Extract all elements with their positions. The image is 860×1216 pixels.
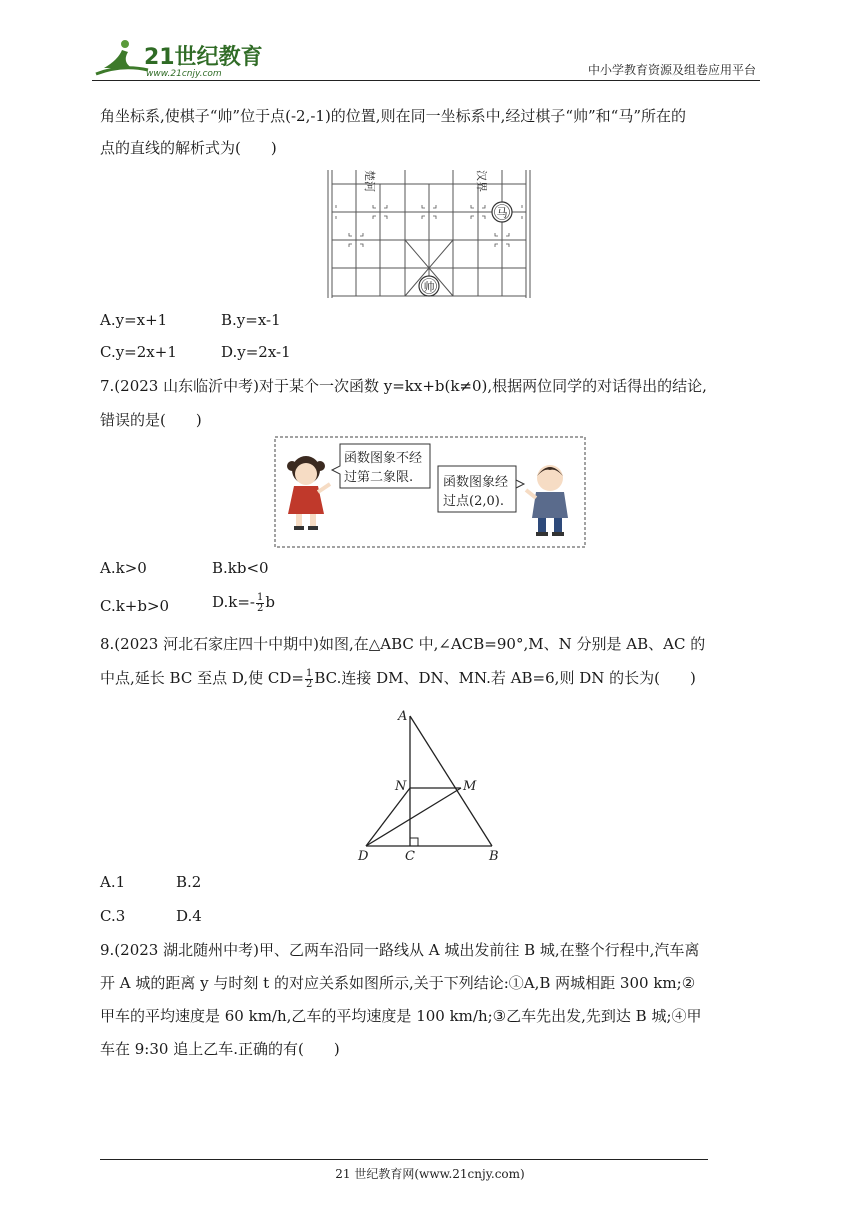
q8-line-1: 8.(2023 河北石家庄四十中期中)如图,在△ABC 中,∠ACB=90°,M、N 分别是 AB、AC 的 <box>100 635 706 653</box>
q7-line-1: 7.(2023 山东临沂中考)对于某个一次函数 y=kx+b(k≠0),根据两位同学的对话得出的结论, <box>100 377 707 395</box>
q7-line-2: 错误的是( ) <box>100 411 202 429</box>
q8-line-2-start: 中点,延长 BC 至点 D,使 CD= <box>100 669 304 687</box>
q7-option-c: C.k+b>0 <box>100 597 170 615</box>
header-divider <box>92 80 760 81</box>
q8-fraction <box>305 669 313 690</box>
label-a: A <box>398 709 408 724</box>
label-n: N <box>395 779 407 794</box>
q9-line-4: 车在 9:30 追上乙车.正确的有( ) <box>100 1040 340 1058</box>
q7-option-b: B.kb<0 <box>212 559 269 577</box>
fraction-denominator: 2 <box>257 602 264 614</box>
girl-illustration <box>287 456 330 530</box>
chess-board-figure <box>326 170 532 300</box>
dialogue-figure <box>274 436 586 548</box>
boy-bubble-line-1: 函数图象经 <box>443 475 509 490</box>
q6-option-d: D.y=2x-1 <box>221 343 291 361</box>
girl-bubble-line-2: 过第二象限. <box>344 470 414 485</box>
piece-shuai: 帅 <box>423 280 435 294</box>
boy-bubble-line-2: 过点(2,0). <box>443 494 504 509</box>
q8-line-2 <box>100 668 696 690</box>
q6-option-a: A.y=x+1 <box>100 311 168 329</box>
q9-line-1: 9.(2023 湖北随州中考)甲、乙两车沿同一路线从 A 城出发前往 B 城,在整个行程中,汽车离 <box>100 941 700 959</box>
fraction-numerator: 1 <box>257 591 264 603</box>
q9-line-3: 甲车的平均速度是 60 km/h,乙车的平均速度是 100 km/h;③乙车先出发,先到达 B 城;④甲 <box>100 1007 702 1025</box>
label-m: M <box>463 779 477 794</box>
q7-option-d-suffix: b <box>265 593 275 611</box>
label-d: D <box>358 849 369 862</box>
river-right-label: 汉界 <box>475 170 488 192</box>
q6-option-c: C.y=2x+1 <box>100 343 177 361</box>
label-c: C <box>405 849 415 862</box>
platform-name: 中小学教育资源及组卷应用平台 <box>587 63 756 77</box>
site-logo <box>92 38 262 80</box>
q8-option-b: B.2 <box>176 873 202 891</box>
q6-line-2: 点的直线的解析式为( ) <box>100 139 277 157</box>
q8-option-d: D.4 <box>176 907 202 925</box>
river-left-label: 楚河 <box>363 170 376 192</box>
q8-line-2-end: BC.连接 DM、DN、MN.若 AB=6,则 DN 的长为( ) <box>314 669 696 687</box>
triangle-figure <box>350 706 510 862</box>
footer-text: 21 世纪教育网(www.21cnjy.com) <box>335 1167 525 1181</box>
q7-option-d <box>212 592 275 614</box>
q9-line-2: 开 A 城的距离 y 与时刻 t 的对应关系如图所示,关于下列结论:①A,B 两城相距 300 km;② <box>100 974 696 992</box>
q8-option-c: C.3 <box>100 907 126 925</box>
q7-option-d-fraction <box>256 593 264 614</box>
q7-option-a: A.k>0 <box>100 559 147 577</box>
footer-divider <box>100 1159 708 1160</box>
fraction-denominator: 2 <box>305 678 313 690</box>
piece-ma: 马 <box>496 206 508 220</box>
logo-url: www.21cnjy.com <box>146 69 222 79</box>
boy-illustration <box>526 465 568 536</box>
logo-text: 21世纪教育 <box>144 45 262 70</box>
label-b: B <box>489 849 499 862</box>
fraction-numerator: 1 <box>305 667 313 679</box>
q6-line-1: 角坐标系,使棋子“帅”位于点(-2,-1)的位置,则在同一坐标系中,经过棋子“帅”和“马”所在的 <box>100 107 687 125</box>
q8-option-a: A.1 <box>100 873 126 891</box>
girl-bubble-line-1: 函数图象不经 <box>344 451 423 466</box>
q7-option-d-prefix: D.k=- <box>212 593 255 611</box>
q6-option-b: B.y=x-1 <box>221 311 281 329</box>
